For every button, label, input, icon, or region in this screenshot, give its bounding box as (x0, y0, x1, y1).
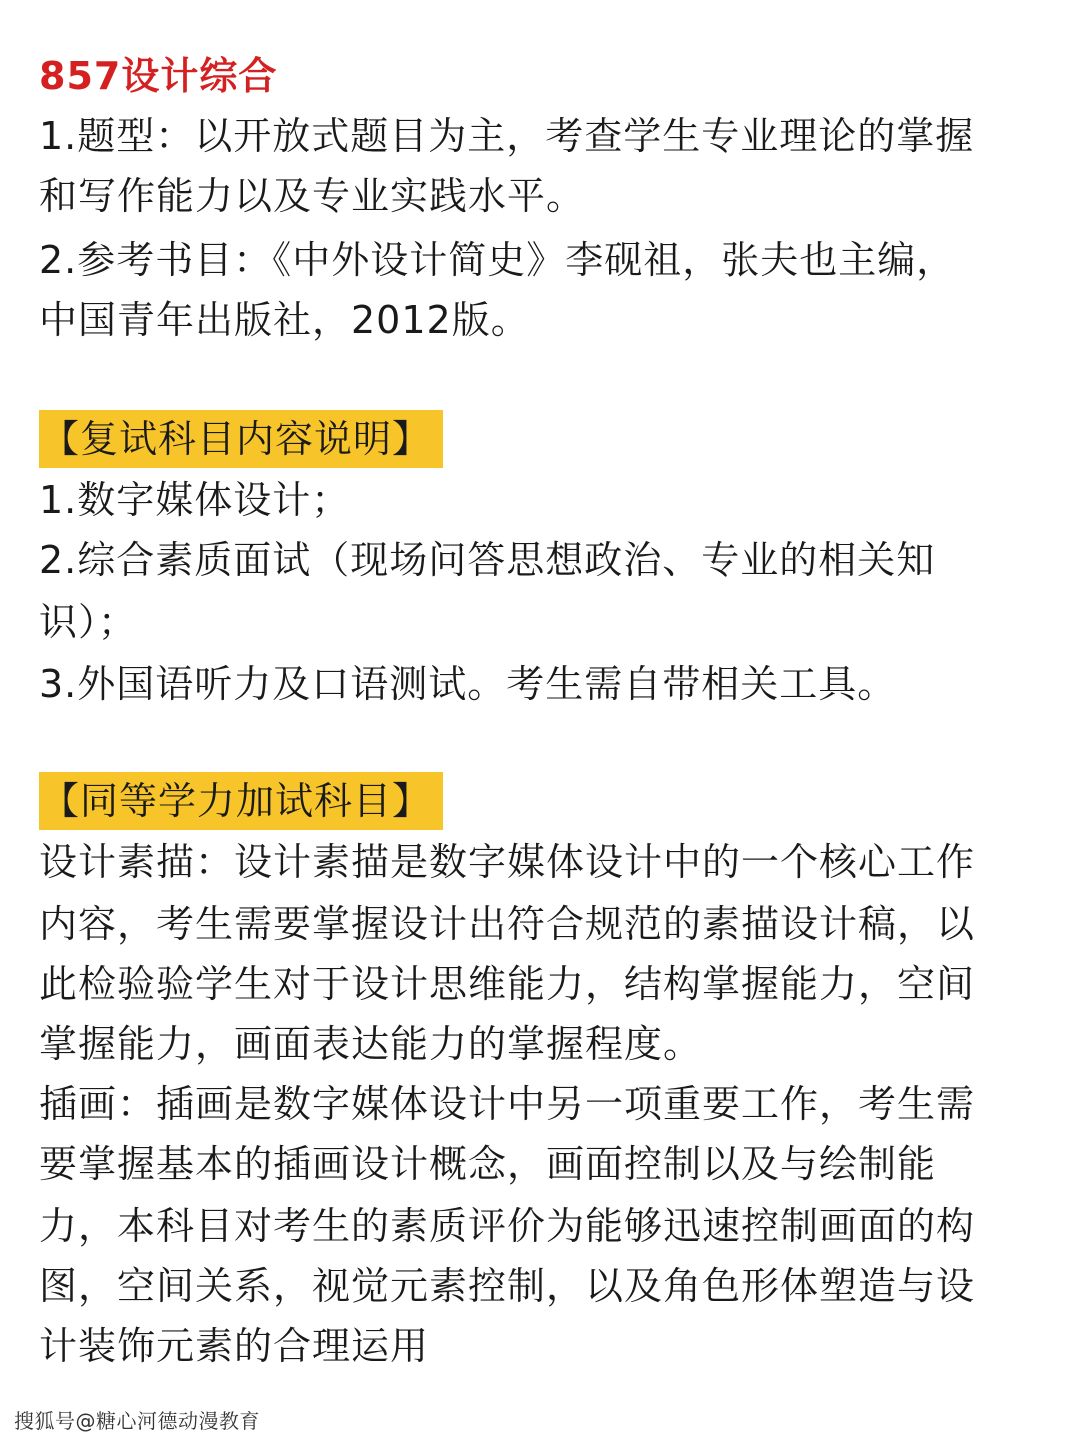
watermark-text: 搜狐号@糖心河德动漫教育 (14, 1409, 260, 1433)
section3-line-5: 插画：插画是数字媒体设计中另一项重要工作，考生需 (39, 1082, 976, 1126)
section2-line-4: 3.外国语听力及口语测试。考生需自带相关工具。 (39, 662, 897, 706)
section1-line-1: 1.题型：以开放式题目为主，考查学生专业理论的掌握 (39, 114, 975, 158)
section2-line-3: 识）； (39, 600, 138, 644)
section1-line-2: 和写作能力以及专业实践水平。 (39, 174, 586, 218)
page-title: 857设计综合 (39, 54, 278, 98)
section3-heading: 【同等学力加试科目】 (39, 772, 443, 830)
section3-line-6: 要掌握基本的插画设计概念，画面控制以及与绘制能 (39, 1142, 937, 1186)
section3-line-1: 设计素描：设计素描是数字媒体设计中的一个核心工作 (39, 840, 976, 884)
section3-line-9: 计装饰元素的合理运用 (39, 1324, 430, 1368)
section2-line-1: 1.数字媒体设计； (39, 478, 351, 522)
section1-line-4: 中国青年出版社，2012版。 (39, 298, 530, 342)
section2-heading: 【复试科目内容说明】 (39, 410, 443, 468)
section3-line-4: 掌握能力，画面表达能力的掌握程度。 (39, 1022, 703, 1066)
section1-line-3: 2.参考书目：《中外设计简史》李砚祖，张夫也主编， (39, 238, 956, 282)
section3-line-3: 此检验验学生对于设计思维能力，结构掌握能力，空间 (39, 962, 976, 1006)
section3-line-7: 力，本科目对考生的素质评价为能够迅速控制画面的构 (39, 1204, 976, 1248)
section3-line-2: 内容，考生需要掌握设计出符合规范的素描设计稿，以 (39, 902, 976, 946)
section2-line-2: 2.综合素质面试（现场问答思想政治、专业的相关知 (39, 538, 936, 582)
section3-line-8: 图，空间关系，视觉元素控制，以及角色形体塑造与设 (39, 1264, 976, 1308)
